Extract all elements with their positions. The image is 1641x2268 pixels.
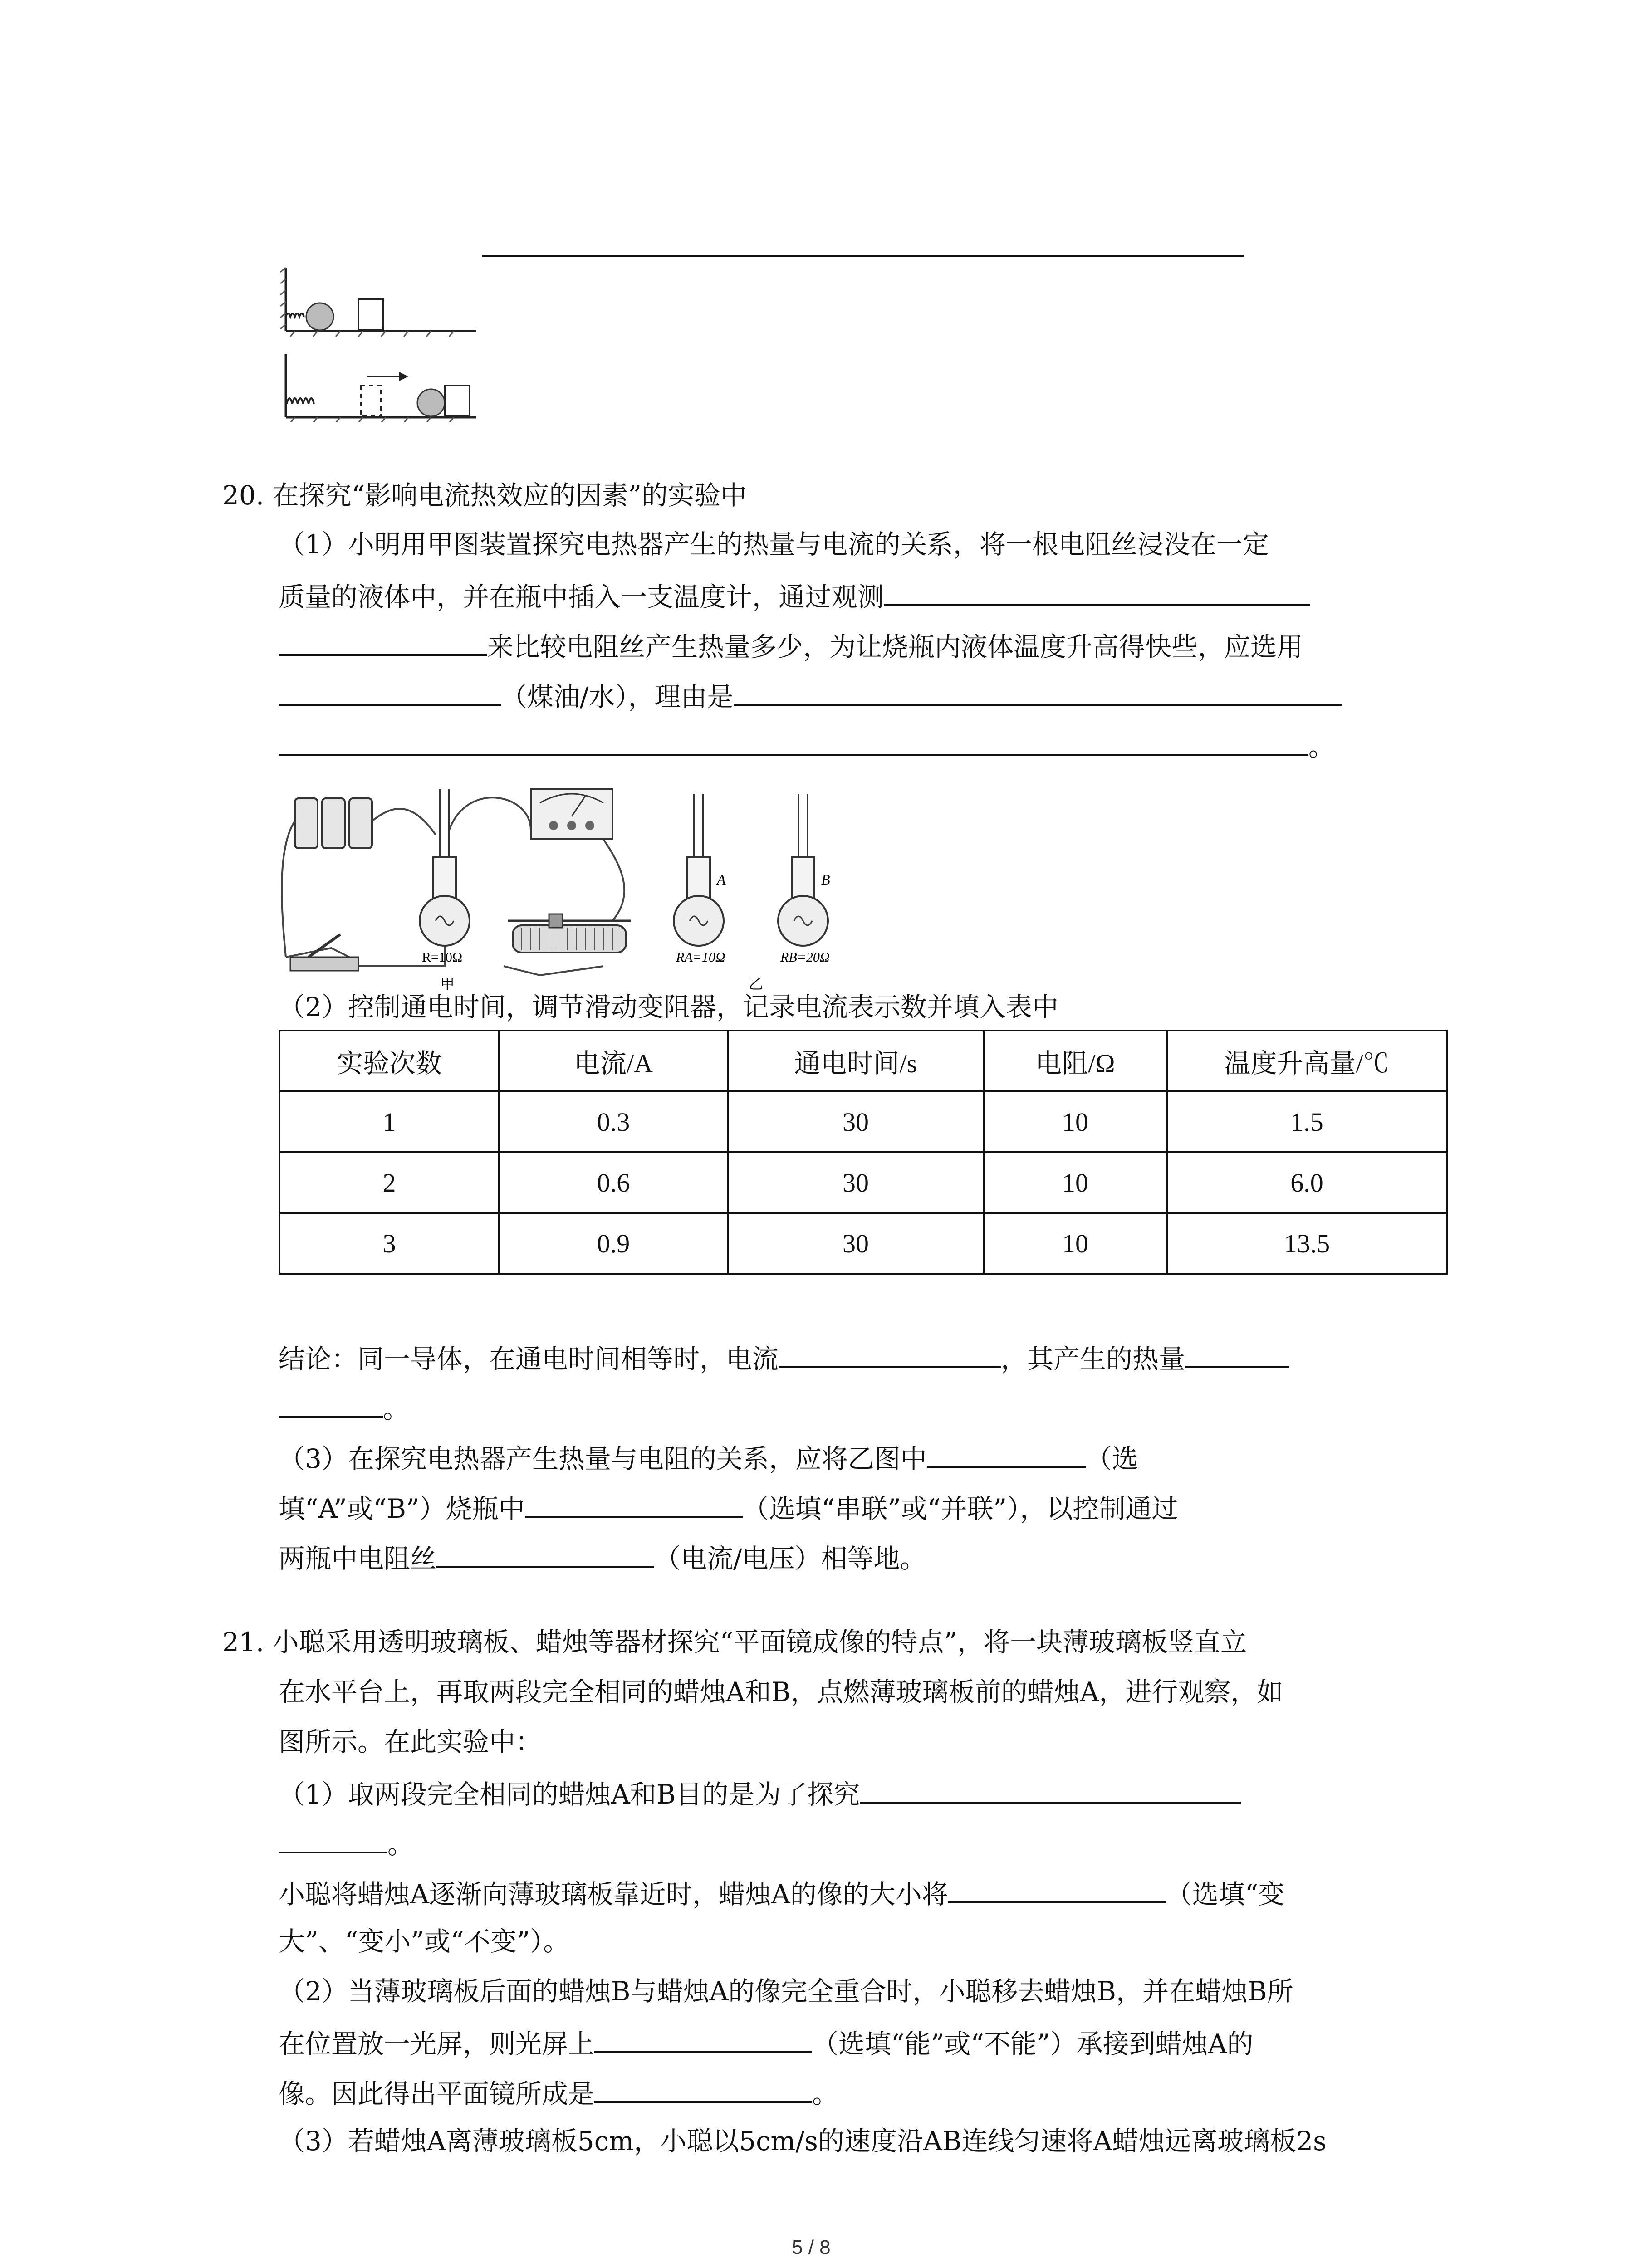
p3-text-b: （选 <box>1085 1443 1138 1474</box>
q20-p3-line3 <box>279 1538 926 1577</box>
table-header: 电流/A <box>499 1031 728 1091</box>
table-header: 温度升高量/℃ <box>1167 1031 1447 1091</box>
table-cell: 1 <box>279 1091 499 1152</box>
q21-p2-line2-a: 在位置放一光屏，则光屏上 <box>279 2028 595 2059</box>
q21-line3: 图所示。在此实验中： <box>279 1726 542 1757</box>
table-cell: 10 <box>984 1152 1167 1213</box>
table-cell: 10 <box>984 1213 1167 1274</box>
q20-p1-line5-end: 。 <box>1308 731 1335 762</box>
q21-p2-line3-b: 。 <box>812 2078 839 2109</box>
answer-blank-21-2b[interactable] <box>594 2073 812 2103</box>
table-header: 实验次数 <box>279 1031 499 1091</box>
table-cell: 0.6 <box>499 1152 728 1213</box>
q21-p1-line2 <box>279 1823 414 1862</box>
q21-p2-line3 <box>279 2073 838 2112</box>
answer-blank-20-1b[interactable] <box>279 626 487 656</box>
label-R: R=10Ω <box>422 950 463 965</box>
answer-blank-21-2a[interactable] <box>594 2023 812 2053</box>
conclusion-end: 。 <box>383 1393 410 1424</box>
q20-p1-line3-text: 来比较电阻丝产生热量多少，为让烧瓶内液体温度升高得快些，应选用 <box>487 631 1303 662</box>
circuit-figure <box>277 776 876 998</box>
p3-line2-b: （选填“串联”或“并联”），以控制通过 <box>742 1493 1178 1524</box>
table-row <box>279 1213 1447 1274</box>
label-jia: 甲 <box>440 975 455 992</box>
table-cell: 1.5 <box>1167 1091 1447 1152</box>
table-header-row <box>279 1031 1447 1091</box>
label-A: A <box>717 871 726 888</box>
q20-p1-line5 <box>279 726 1335 765</box>
p3-line2-a: 填“A”或“B”）烧瓶中 <box>279 1493 525 1524</box>
q21-p2-line1: （2）当薄玻璃板后面的蜡烛B与蜡烛A的像完全重合时，小聪移去蜡烛B，并在蜡烛B所 <box>279 1976 1293 2007</box>
table-cell: 2 <box>279 1152 499 1213</box>
p3-text-a: （3）在探究电热器产生热量与电阻的关系，应将乙图中 <box>279 1443 927 1474</box>
answer-blank-20-3a[interactable] <box>927 1438 1086 1468</box>
q20-p1-line3 <box>279 626 1303 665</box>
table-cell: 30 <box>728 1091 984 1152</box>
q20-conclusion-line2 <box>279 1388 409 1427</box>
answer-blank-20-2b[interactable] <box>1185 1338 1289 1368</box>
q20-p1-line1: （1）小明用甲图装置探究电热器产生的热量与电流的关系，将一根电阻丝浸没在一定 <box>279 529 1269 560</box>
table-cell: 30 <box>728 1152 984 1213</box>
table-cell: 3 <box>279 1213 499 1274</box>
q20-p1-line4 <box>279 676 1342 715</box>
q21-p1b-b: （选填“变 <box>1166 1879 1285 1910</box>
q21-p1-text: （1）取两段完全相同的蜡烛A和B目的是为了探究 <box>279 1779 860 1810</box>
answer-blank-21-1a[interactable] <box>860 1774 1241 1804</box>
answer-blank-20-3b[interactable] <box>525 1488 743 1518</box>
q21-p2-line2-b: （选填“能”或“不能”）承接到蜡烛A的 <box>812 2028 1254 2059</box>
table-cell: 0.9 <box>499 1213 728 1274</box>
table-cell: 13.5 <box>1167 1213 1447 1274</box>
q20-p3-line2 <box>279 1488 1178 1527</box>
q21-p2-line2 <box>279 2023 1254 2062</box>
answer-blank-20-2c[interactable] <box>279 1388 383 1418</box>
q20-p1-line2 <box>279 576 1310 615</box>
table-cell: 6.0 <box>1167 1152 1447 1213</box>
q21-p3: （3）若蜡烛A离薄玻璃板5cm，小聪以5cm/s的速度沿AB连线匀速将A蜡烛远离玻璃板2s <box>279 2126 1327 2156</box>
table-cell: 30 <box>728 1213 984 1274</box>
q20-p2: （2）控制通电时间，调节滑动变阻器，记录电流表示数并填入表中 <box>279 992 1058 1022</box>
table-header: 通电时间/s <box>728 1031 984 1091</box>
conclusion-text-b: ，其产生的热量 <box>1001 1344 1185 1374</box>
q21-p1-end: 。 <box>387 1829 414 1860</box>
q21-p1b-a: 小聪将蜡烛A逐渐向薄玻璃板靠近时，蜡烛A的像的大小将 <box>279 1879 948 1910</box>
q20-title: 20. 在探究“影响电流热效应的因素”的实验中 <box>222 480 747 511</box>
p3-line3-a: 两瓶中电阻丝 <box>279 1543 437 1574</box>
answer-blank-21-1b[interactable] <box>279 1823 387 1853</box>
q20-p1-line4-text: （煤油/水），理由是 <box>501 681 734 712</box>
label-yi: 乙 <box>749 975 764 992</box>
q21-line1: 21. 小聪采用透明玻璃板、蜡烛等器材探究“平面镜成像的特点”，将一块薄玻璃板竖直立 <box>222 1627 1247 1657</box>
p3-line3-b: （电流/电压）相等地。 <box>654 1543 926 1574</box>
label-RA: RA=10Ω <box>676 950 725 965</box>
data-table <box>279 1030 1448 1275</box>
answer-blank-21-1c[interactable] <box>948 1873 1166 1903</box>
table-cell: 10 <box>984 1091 1167 1152</box>
table-cell: 0.3 <box>499 1091 728 1152</box>
conclusion-text-a: 结论：同一导体，在通电时间相等时，电流 <box>279 1344 779 1374</box>
q20-p3-line1 <box>279 1438 1138 1477</box>
answer-blank-q19[interactable] <box>482 255 1244 257</box>
q20-p1-line2-text: 质量的液体中，并在瓶中插入一支温度计，通过观测 <box>279 582 884 612</box>
answer-blank-20-1e[interactable] <box>279 726 1308 756</box>
answer-blank-20-1d[interactable] <box>734 676 1342 706</box>
q21-line2: 在水平台上，再取两段完全相同的蜡烛A和B，点燃薄玻璃板前的蜡烛A，进行观察，如 <box>279 1677 1283 1707</box>
table-row <box>279 1152 1447 1213</box>
answer-blank-20-3c[interactable] <box>436 1538 654 1568</box>
q21-p2-line3-a: 像。因此得出平面镜所成是 <box>279 2078 595 2109</box>
table-row <box>279 1091 1447 1152</box>
answer-blank-20-2a[interactable] <box>779 1338 1001 1368</box>
answer-blank-20-1c[interactable] <box>279 676 501 706</box>
spring-ball-figure <box>277 263 490 422</box>
label-B: B <box>821 871 830 888</box>
table-header: 电阻/Ω <box>984 1031 1167 1091</box>
q20-conclusion <box>279 1338 1289 1377</box>
page-number: 5 / 8 <box>792 2236 831 2258</box>
answer-blank-20-1a[interactable] <box>884 576 1310 606</box>
q21-p1b-line2: 大”、“变小”或“不变”）。 <box>279 1926 570 1957</box>
q21-p1 <box>279 1774 1241 1813</box>
label-RB: RB=20Ω <box>780 950 830 965</box>
q21-p1b-line1 <box>279 1873 1284 1912</box>
